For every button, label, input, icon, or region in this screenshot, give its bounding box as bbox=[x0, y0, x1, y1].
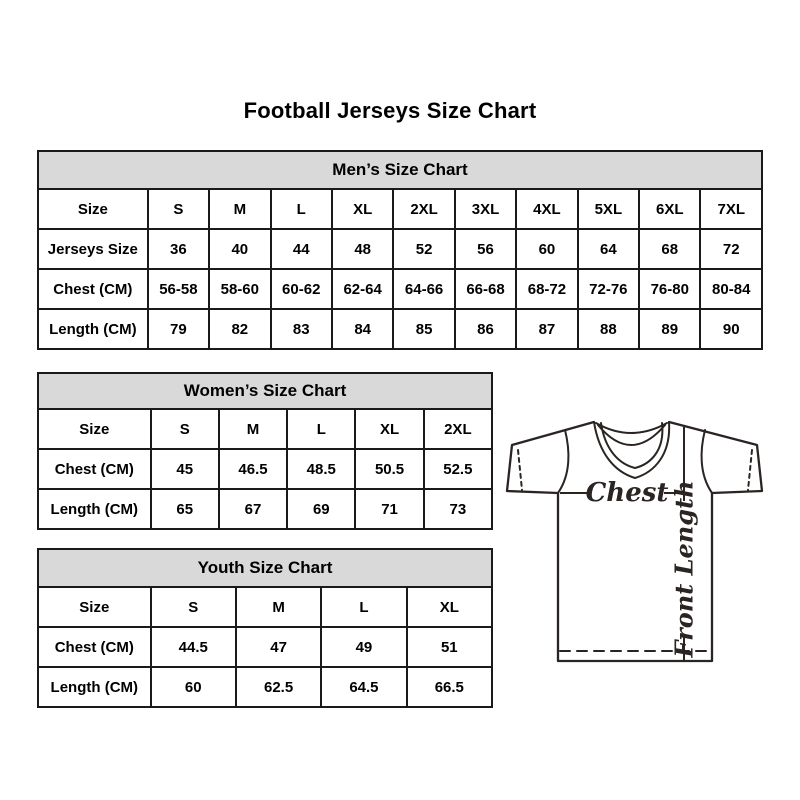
row-label-cell: Size bbox=[38, 587, 151, 627]
data-cell: 44.5 bbox=[151, 627, 236, 667]
data-cell: 66-68 bbox=[455, 269, 516, 309]
womens-size-table bbox=[37, 372, 493, 530]
data-cell: 68-72 bbox=[516, 269, 577, 309]
data-cell: 72-76 bbox=[578, 269, 639, 309]
data-cell: 48 bbox=[332, 229, 393, 269]
data-cell: 47 bbox=[236, 627, 321, 667]
size-cell: 6XL bbox=[639, 189, 700, 229]
data-cell: 88 bbox=[578, 309, 639, 349]
data-cell: 69 bbox=[287, 489, 355, 529]
size-header-row bbox=[38, 409, 492, 449]
data-cell: 86 bbox=[455, 309, 516, 349]
data-cell: 68 bbox=[639, 229, 700, 269]
row-label-cell: Jerseys Size bbox=[38, 229, 148, 269]
row-label-cell: Length (CM) bbox=[38, 489, 151, 529]
data-cell: 65 bbox=[151, 489, 219, 529]
size-cell: XL bbox=[332, 189, 393, 229]
size-cell: S bbox=[148, 189, 209, 229]
table-row bbox=[38, 667, 492, 707]
size-cell: S bbox=[151, 587, 236, 627]
data-cell: 36 bbox=[148, 229, 209, 269]
data-cell: 64 bbox=[578, 229, 639, 269]
collar-back-arc bbox=[596, 423, 667, 433]
data-cell: 48.5 bbox=[287, 449, 355, 489]
data-cell: 51 bbox=[407, 627, 492, 667]
size-cell: L bbox=[321, 587, 406, 627]
data-cell: 50.5 bbox=[355, 449, 423, 489]
row-label-cell: Chest (CM) bbox=[38, 449, 151, 489]
data-cell: 66.5 bbox=[407, 667, 492, 707]
data-cell: 83 bbox=[271, 309, 332, 349]
size-cell: L bbox=[287, 409, 355, 449]
data-cell: 85 bbox=[393, 309, 454, 349]
data-cell: 49 bbox=[321, 627, 406, 667]
size-cell: M bbox=[209, 189, 270, 229]
size-cell: 4XL bbox=[516, 189, 577, 229]
data-cell: 87 bbox=[516, 309, 577, 349]
size-cell: M bbox=[236, 587, 321, 627]
data-cell: 73 bbox=[424, 489, 492, 529]
table-row bbox=[38, 627, 492, 667]
data-cell: 71 bbox=[355, 489, 423, 529]
data-cell: 52.5 bbox=[424, 449, 492, 489]
chest-label: Chest bbox=[585, 478, 669, 508]
mens-table-title: Men’s Size Chart bbox=[38, 151, 762, 189]
data-cell: 76-80 bbox=[639, 269, 700, 309]
page-title: Football Jerseys Size Chart bbox=[243, 98, 537, 123]
youth-size-table bbox=[37, 548, 493, 708]
youth-table-title: Youth Size Chart bbox=[38, 549, 492, 587]
size-cell: L bbox=[271, 189, 332, 229]
row-label-cell: Size bbox=[38, 189, 148, 229]
data-cell: 60 bbox=[151, 667, 236, 707]
row-label-cell: Size bbox=[38, 409, 151, 449]
data-cell: 64-66 bbox=[393, 269, 454, 309]
left-sleeve-stitch bbox=[518, 450, 522, 490]
data-cell: 58-60 bbox=[209, 269, 270, 309]
data-cell: 56-58 bbox=[148, 269, 209, 309]
size-header-row bbox=[38, 587, 492, 627]
table-header-row bbox=[38, 151, 762, 189]
data-cell: 40 bbox=[209, 229, 270, 269]
size-cell: 5XL bbox=[578, 189, 639, 229]
jersey-measurement-diagram bbox=[504, 410, 766, 672]
data-cell: 84 bbox=[332, 309, 393, 349]
data-cell: 67 bbox=[219, 489, 287, 529]
front-length-label: Front Length bbox=[669, 480, 699, 658]
size-cell: 2XL bbox=[393, 189, 454, 229]
data-cell: 72 bbox=[700, 229, 762, 269]
data-cell: 62-64 bbox=[332, 269, 393, 309]
row-label-cell: Length (CM) bbox=[38, 667, 151, 707]
table-row bbox=[38, 229, 762, 269]
data-cell: 60-62 bbox=[271, 269, 332, 309]
data-cell: 90 bbox=[700, 309, 762, 349]
data-cell: 56 bbox=[455, 229, 516, 269]
data-cell: 46.5 bbox=[219, 449, 287, 489]
data-cell: 79 bbox=[148, 309, 209, 349]
size-cell: 3XL bbox=[455, 189, 516, 229]
table-row bbox=[38, 489, 492, 529]
table-header-row bbox=[38, 549, 492, 587]
data-cell: 44 bbox=[271, 229, 332, 269]
right-armhole-seam bbox=[702, 430, 712, 493]
data-cell: 89 bbox=[639, 309, 700, 349]
table-row bbox=[38, 309, 762, 349]
size-cell: S bbox=[151, 409, 219, 449]
womens-table-title: Women’s Size Chart bbox=[38, 373, 492, 409]
size-cell: M bbox=[219, 409, 287, 449]
row-label-cell: Chest (CM) bbox=[38, 269, 148, 309]
data-cell: 82 bbox=[209, 309, 270, 349]
data-cell: 52 bbox=[393, 229, 454, 269]
data-cell: 62.5 bbox=[236, 667, 321, 707]
size-header-row bbox=[38, 189, 762, 229]
table-header-row bbox=[38, 373, 492, 409]
shirt-outline bbox=[507, 422, 762, 661]
size-cell: 2XL bbox=[424, 409, 492, 449]
data-cell: 64.5 bbox=[321, 667, 406, 707]
data-cell: 80-84 bbox=[700, 269, 762, 309]
size-cell: XL bbox=[407, 587, 492, 627]
size-cell: 7XL bbox=[700, 189, 762, 229]
mens-size-table bbox=[37, 150, 763, 350]
table-row bbox=[38, 269, 762, 309]
jersey-illustration-icon bbox=[504, 410, 766, 672]
size-cell: XL bbox=[355, 409, 423, 449]
left-armhole-seam bbox=[558, 430, 568, 493]
row-label-cell: Chest (CM) bbox=[38, 627, 151, 667]
data-cell: 60 bbox=[516, 229, 577, 269]
table-row bbox=[38, 449, 492, 489]
data-cell: 45 bbox=[151, 449, 219, 489]
right-sleeve-stitch bbox=[748, 450, 752, 490]
row-label-cell: Length (CM) bbox=[38, 309, 148, 349]
